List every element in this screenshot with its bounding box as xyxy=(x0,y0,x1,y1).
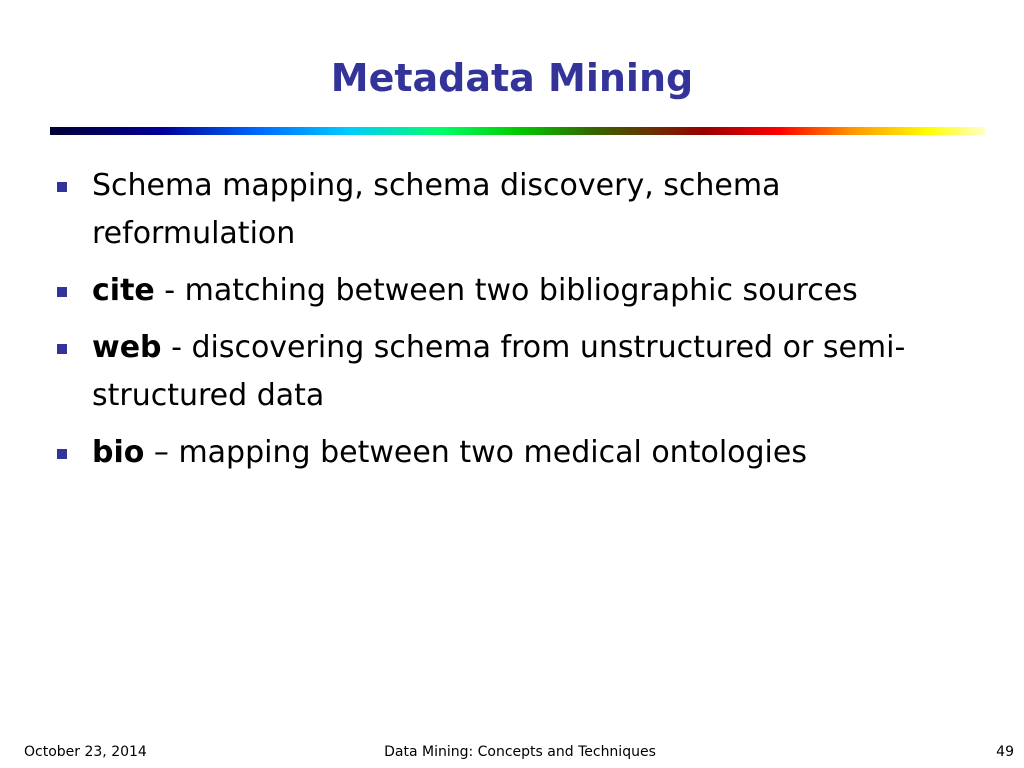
bullet-item xyxy=(52,429,972,477)
footer-date: October 23, 2014 xyxy=(24,744,147,760)
bullet-item xyxy=(52,162,972,258)
bullet-item xyxy=(52,267,972,315)
square-bullet-icon xyxy=(57,287,67,297)
page-number: 49 xyxy=(996,744,1014,760)
bullet-list xyxy=(52,162,972,486)
bullet-keyword: bio xyxy=(92,435,145,470)
bullet-text: Schema mapping, schema discovery, schema reformulation xyxy=(92,168,781,251)
bullet-text: - matching between two bibliographic sources xyxy=(154,273,858,308)
bullet-text: – mapping between two medical ontologies xyxy=(144,435,807,470)
slide-title: Metadata Mining xyxy=(330,56,694,100)
bullet-keyword: web xyxy=(92,330,162,365)
square-bullet-icon xyxy=(57,344,67,354)
bullet-text: - discovering schema from unstructured or semi-structured data xyxy=(92,330,906,413)
title-divider xyxy=(50,127,985,135)
bullet-item xyxy=(52,324,972,420)
bullet-keyword: cite xyxy=(92,273,155,308)
square-bullet-icon xyxy=(57,182,67,192)
footer-title: Data Mining: Concepts and Techniques xyxy=(384,744,656,760)
square-bullet-icon xyxy=(57,449,67,459)
